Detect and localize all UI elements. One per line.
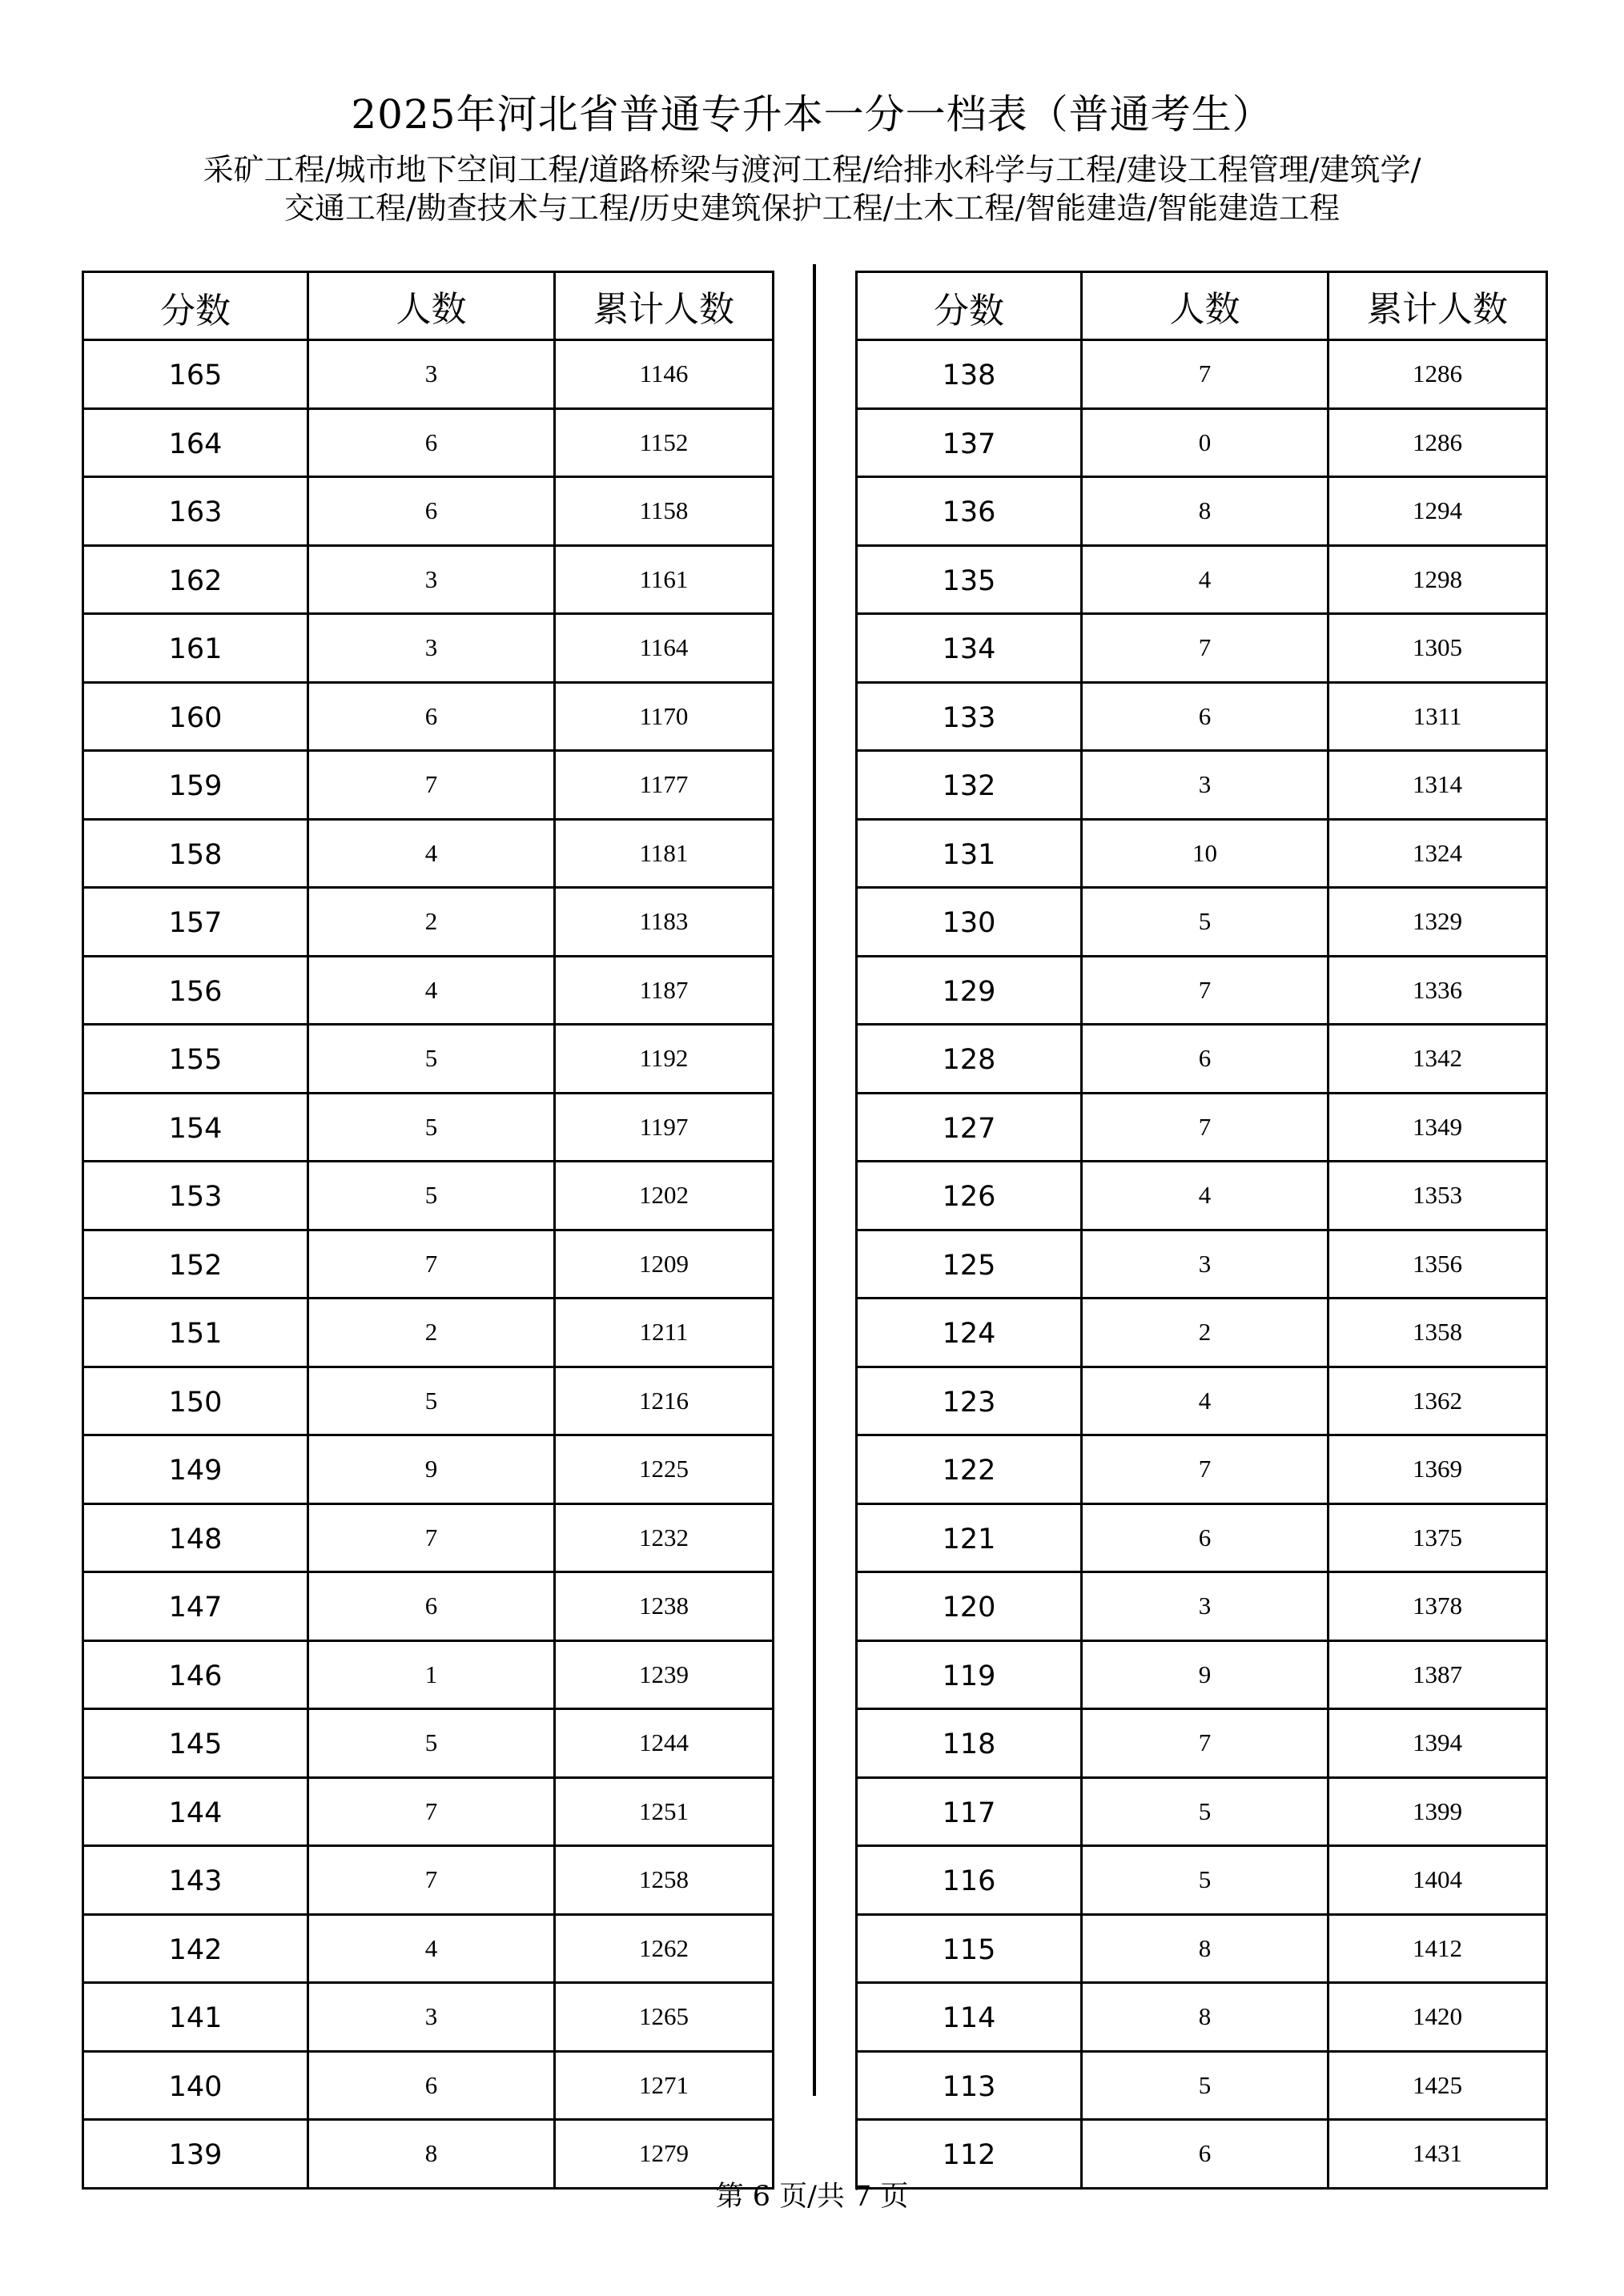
table-row xyxy=(83,1435,774,1504)
cumulative-cell: 1209 xyxy=(555,1230,774,1299)
count-cell: 2 xyxy=(308,888,555,957)
count-cell: 3 xyxy=(308,614,555,683)
cumulative-cell: 1211 xyxy=(555,1299,774,1367)
table-row xyxy=(83,1914,774,1983)
score-cell: 154 xyxy=(83,1093,308,1162)
score-cell: 137 xyxy=(857,408,1082,477)
cumulative-cell: 1286 xyxy=(1329,408,1547,477)
cumulative-cell: 1404 xyxy=(1329,1846,1547,1915)
table-row xyxy=(857,1846,1547,1915)
table-row xyxy=(83,477,774,546)
count-cell: 4 xyxy=(1082,1367,1329,1435)
table-row xyxy=(83,1503,774,1572)
count-cell: 5 xyxy=(308,1709,555,1778)
table-row xyxy=(857,1777,1547,1846)
count-cell: 7 xyxy=(1082,1709,1329,1778)
table-row xyxy=(857,408,1547,477)
score-cell: 141 xyxy=(83,1983,308,2052)
score-table-right xyxy=(855,271,1548,2190)
cumulative-cell: 1202 xyxy=(555,1162,774,1230)
table-row xyxy=(83,340,774,409)
score-cell: 116 xyxy=(857,1846,1082,1915)
table-row xyxy=(83,1572,774,1641)
table-row xyxy=(857,1230,1547,1299)
score-cell: 113 xyxy=(857,2051,1082,2120)
score-cell: 146 xyxy=(83,1640,308,1709)
score-cell: 120 xyxy=(857,1572,1082,1641)
score-cell: 115 xyxy=(857,1914,1082,1983)
count-cell: 6 xyxy=(308,408,555,477)
count-cell: 5 xyxy=(308,1162,555,1230)
score-cell: 157 xyxy=(83,888,308,957)
count-cell: 8 xyxy=(1082,477,1329,546)
table-row xyxy=(857,1983,1547,2052)
count-cell: 3 xyxy=(308,545,555,614)
score-cell: 136 xyxy=(857,477,1082,546)
table-row xyxy=(857,1299,1547,1367)
table-row xyxy=(83,1093,774,1162)
cumulative-cell: 1324 xyxy=(1329,819,1547,888)
score-cell: 135 xyxy=(857,545,1082,614)
score-cell: 118 xyxy=(857,1709,1082,1778)
score-table-left xyxy=(82,271,774,2190)
cumulative-cell: 1232 xyxy=(555,1503,774,1572)
table-header-row xyxy=(857,272,1547,340)
score-cell: 124 xyxy=(857,1299,1082,1367)
count-cell: 2 xyxy=(308,1299,555,1367)
table-row xyxy=(83,819,774,888)
score-cell: 158 xyxy=(83,819,308,888)
table-row xyxy=(83,751,774,820)
table-row xyxy=(857,340,1547,409)
subtitle-line-1: 采矿工程/城市地下空间工程/道路桥梁与渡河工程/给排水科学与工程/建设工程管理/建筑学/ xyxy=(203,152,1421,187)
cumulative-cell: 1271 xyxy=(555,2051,774,2120)
header-score: 分数 xyxy=(857,272,1082,340)
score-cell: 155 xyxy=(83,1025,308,1094)
cumulative-cell: 1356 xyxy=(1329,1230,1547,1299)
count-cell: 3 xyxy=(1082,1230,1329,1299)
count-cell: 2 xyxy=(1082,1299,1329,1367)
score-cell: 133 xyxy=(857,682,1082,751)
cumulative-cell: 1420 xyxy=(1329,1983,1547,2052)
score-cell: 119 xyxy=(857,1640,1082,1709)
table-row xyxy=(857,1435,1547,1504)
score-cell: 142 xyxy=(83,1914,308,1983)
table-row xyxy=(83,1777,774,1846)
score-cell: 162 xyxy=(83,545,308,614)
count-cell: 7 xyxy=(1082,614,1329,683)
count-cell: 3 xyxy=(1082,751,1329,820)
score-cell: 165 xyxy=(83,340,308,409)
table-row xyxy=(857,477,1547,546)
cumulative-cell: 1399 xyxy=(1329,1777,1547,1846)
score-cell: 128 xyxy=(857,1025,1082,1094)
score-cell: 164 xyxy=(83,408,308,477)
table-row xyxy=(857,1367,1547,1435)
count-cell: 7 xyxy=(1082,340,1329,409)
table-row xyxy=(857,1093,1547,1162)
table-row xyxy=(857,682,1547,751)
cumulative-cell: 1378 xyxy=(1329,1572,1547,1641)
table-row xyxy=(857,2051,1547,2120)
table-row xyxy=(83,888,774,957)
cumulative-cell: 1244 xyxy=(555,1709,774,1778)
page-footer: 第 6 页/共 7 页 xyxy=(715,2181,909,2213)
cumulative-cell: 1298 xyxy=(1329,545,1547,614)
score-cell: 140 xyxy=(83,2051,308,2120)
table-row xyxy=(83,1640,774,1709)
count-cell: 7 xyxy=(308,1777,555,1846)
count-cell: 6 xyxy=(1082,1025,1329,1094)
cumulative-cell: 1286 xyxy=(1329,340,1547,409)
count-cell: 6 xyxy=(1082,1503,1329,1572)
cumulative-cell: 1336 xyxy=(1329,956,1547,1025)
cumulative-cell: 1239 xyxy=(555,1640,774,1709)
table-row xyxy=(83,614,774,683)
score-cell: 156 xyxy=(83,956,308,1025)
count-cell: 3 xyxy=(308,1983,555,2052)
count-cell: 8 xyxy=(1082,1983,1329,2052)
count-cell: 6 xyxy=(1082,2120,1329,2189)
table-header-row xyxy=(83,272,774,340)
count-cell: 8 xyxy=(308,2120,555,2189)
count-cell: 4 xyxy=(308,819,555,888)
score-cell: 152 xyxy=(83,1230,308,1299)
cumulative-cell: 1425 xyxy=(1329,2051,1547,2120)
table-row xyxy=(857,545,1547,614)
count-cell: 6 xyxy=(308,2051,555,2120)
cumulative-cell: 1349 xyxy=(1329,1093,1547,1162)
score-cell: 130 xyxy=(857,888,1082,957)
score-cell: 151 xyxy=(83,1299,308,1367)
table-row xyxy=(857,1025,1547,1094)
cumulative-cell: 1161 xyxy=(555,545,774,614)
score-cell: 132 xyxy=(857,751,1082,820)
count-cell: 9 xyxy=(1082,1640,1329,1709)
score-cell: 127 xyxy=(857,1093,1082,1162)
cumulative-cell: 1177 xyxy=(555,751,774,820)
cumulative-cell: 1183 xyxy=(555,888,774,957)
table-row xyxy=(83,1367,774,1435)
cumulative-cell: 1358 xyxy=(1329,1299,1547,1367)
score-cell: 149 xyxy=(83,1435,308,1504)
count-cell: 3 xyxy=(1082,1572,1329,1641)
count-cell: 4 xyxy=(1082,545,1329,614)
header-cumulative: 累计人数 xyxy=(1329,272,1547,340)
score-cell: 134 xyxy=(857,614,1082,683)
count-cell: 0 xyxy=(1082,408,1329,477)
cumulative-cell: 1238 xyxy=(555,1572,774,1641)
count-cell: 7 xyxy=(308,751,555,820)
table-row xyxy=(857,956,1547,1025)
cumulative-cell: 1279 xyxy=(555,2120,774,2189)
score-table-right-body xyxy=(857,340,1547,2189)
cumulative-cell: 1158 xyxy=(555,477,774,546)
header-count: 人数 xyxy=(308,272,555,340)
count-cell: 5 xyxy=(1082,1846,1329,1915)
cumulative-cell: 1431 xyxy=(1329,2120,1547,2189)
table-row xyxy=(857,819,1547,888)
score-cell: 138 xyxy=(857,340,1082,409)
page-title: 2025年河北省普通专升本一分一档表（普通考生） xyxy=(351,91,1273,138)
table-row xyxy=(83,1983,774,2052)
cumulative-cell: 1192 xyxy=(555,1025,774,1094)
count-cell: 5 xyxy=(308,1093,555,1162)
count-cell: 5 xyxy=(1082,1777,1329,1846)
score-cell: 153 xyxy=(83,1162,308,1230)
count-cell: 7 xyxy=(308,1503,555,1572)
score-cell: 122 xyxy=(857,1435,1082,1504)
cumulative-cell: 1265 xyxy=(555,1983,774,2052)
table-row xyxy=(857,1914,1547,1983)
score-cell: 161 xyxy=(83,614,308,683)
cumulative-cell: 1225 xyxy=(555,1435,774,1504)
count-cell: 5 xyxy=(308,1025,555,1094)
score-cell: 129 xyxy=(857,956,1082,1025)
count-cell: 6 xyxy=(308,477,555,546)
score-cell: 159 xyxy=(83,751,308,820)
score-cell: 160 xyxy=(83,682,308,751)
count-cell: 9 xyxy=(308,1435,555,1504)
cumulative-cell: 1197 xyxy=(555,1093,774,1162)
table-row xyxy=(857,614,1547,683)
count-cell: 6 xyxy=(308,1572,555,1641)
score-cell: 163 xyxy=(83,477,308,546)
cumulative-cell: 1262 xyxy=(555,1914,774,1983)
count-cell: 4 xyxy=(308,956,555,1025)
count-cell: 7 xyxy=(308,1846,555,1915)
cumulative-cell: 1369 xyxy=(1329,1435,1547,1504)
count-cell: 5 xyxy=(1082,2051,1329,2120)
table-row xyxy=(857,1640,1547,1709)
score-cell: 150 xyxy=(83,1367,308,1435)
cumulative-cell: 1394 xyxy=(1329,1709,1547,1778)
cumulative-cell: 1152 xyxy=(555,408,774,477)
cumulative-cell: 1311 xyxy=(1329,682,1547,751)
count-cell: 7 xyxy=(1082,956,1329,1025)
count-cell: 4 xyxy=(1082,1162,1329,1230)
table-row xyxy=(83,1299,774,1367)
cumulative-cell: 1170 xyxy=(555,682,774,751)
cumulative-cell: 1375 xyxy=(1329,1503,1547,1572)
count-cell: 8 xyxy=(1082,1914,1329,1983)
table-row xyxy=(83,545,774,614)
score-cell: 148 xyxy=(83,1503,308,1572)
cumulative-cell: 1146 xyxy=(555,340,774,409)
score-cell: 125 xyxy=(857,1230,1082,1299)
table-row xyxy=(857,751,1547,820)
cumulative-cell: 1187 xyxy=(555,956,774,1025)
table-row xyxy=(83,1025,774,1094)
count-cell: 7 xyxy=(1082,1435,1329,1504)
table-row xyxy=(857,1162,1547,1230)
count-cell: 7 xyxy=(1082,1093,1329,1162)
header-count: 人数 xyxy=(1082,272,1329,340)
score-cell: 144 xyxy=(83,1777,308,1846)
table-row xyxy=(83,2051,774,2120)
table-row xyxy=(857,1709,1547,1778)
cumulative-cell: 1329 xyxy=(1329,888,1547,957)
table-row xyxy=(83,408,774,477)
score-cell: 145 xyxy=(83,1709,308,1778)
count-cell: 5 xyxy=(308,1367,555,1435)
count-cell: 4 xyxy=(308,1914,555,1983)
cumulative-cell: 1294 xyxy=(1329,477,1547,546)
score-cell: 114 xyxy=(857,1983,1082,2052)
cumulative-cell: 1216 xyxy=(555,1367,774,1435)
count-cell: 5 xyxy=(1082,888,1329,957)
cumulative-cell: 1258 xyxy=(555,1846,774,1915)
header-cumulative: 累计人数 xyxy=(555,272,774,340)
cumulative-cell: 1164 xyxy=(555,614,774,683)
count-cell: 1 xyxy=(308,1640,555,1709)
cumulative-cell: 1305 xyxy=(1329,614,1547,683)
score-table-left-body xyxy=(83,340,774,2189)
count-cell: 6 xyxy=(1082,682,1329,751)
count-cell: 6 xyxy=(308,682,555,751)
score-cell: 117 xyxy=(857,1777,1082,1846)
table-row xyxy=(857,1503,1547,1572)
cumulative-cell: 1181 xyxy=(555,819,774,888)
score-cell: 123 xyxy=(857,1367,1082,1435)
cumulative-cell: 1387 xyxy=(1329,1640,1547,1709)
table-row xyxy=(83,1230,774,1299)
count-cell: 10 xyxy=(1082,819,1329,888)
score-cell: 143 xyxy=(83,1846,308,1915)
table-row xyxy=(83,1846,774,1915)
table-row xyxy=(83,1162,774,1230)
count-cell: 7 xyxy=(308,1230,555,1299)
cumulative-cell: 1362 xyxy=(1329,1367,1547,1435)
score-cell: 147 xyxy=(83,1572,308,1641)
score-cell: 131 xyxy=(857,819,1082,888)
cumulative-cell: 1342 xyxy=(1329,1025,1547,1094)
score-cell: 126 xyxy=(857,1162,1082,1230)
table-row xyxy=(857,1572,1547,1641)
header-score: 分数 xyxy=(83,272,308,340)
cumulative-cell: 1251 xyxy=(555,1777,774,1846)
table-row xyxy=(83,956,774,1025)
table-row xyxy=(83,682,774,751)
cumulative-cell: 1314 xyxy=(1329,751,1547,820)
count-cell: 3 xyxy=(308,340,555,409)
score-cell: 139 xyxy=(83,2120,308,2189)
column-divider xyxy=(813,264,816,2096)
score-cell: 112 xyxy=(857,2120,1082,2189)
score-cell: 121 xyxy=(857,1503,1082,1572)
subtitle-line-2: 交通工程/勘查技术与工程/历史建筑保护工程/土木工程/智能建造/智能建造工程 xyxy=(283,191,1341,226)
cumulative-cell: 1353 xyxy=(1329,1162,1547,1230)
table-row xyxy=(857,888,1547,957)
cumulative-cell: 1412 xyxy=(1329,1914,1547,1983)
table-row xyxy=(83,1709,774,1778)
